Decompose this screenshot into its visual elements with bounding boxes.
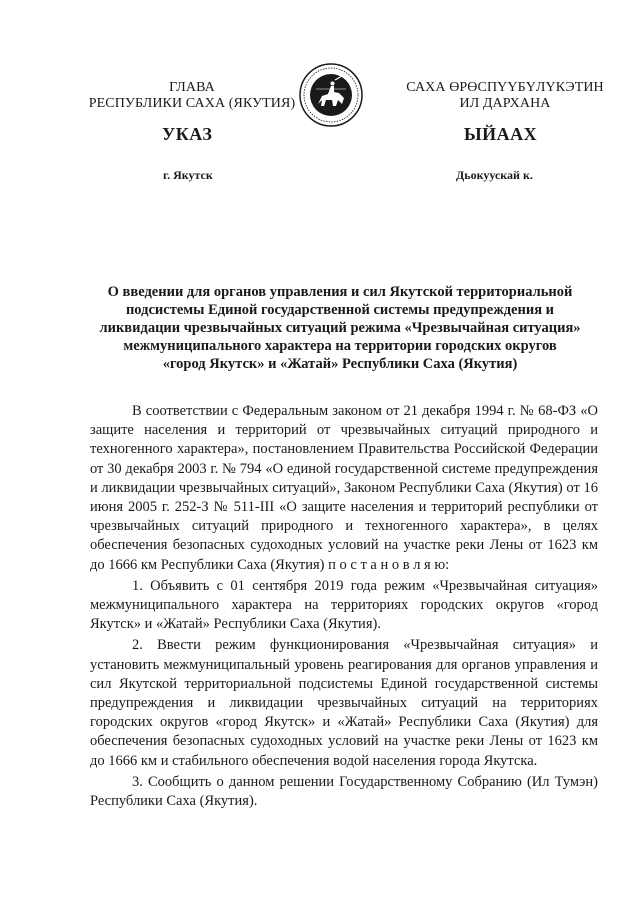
coat-of-arms-emblem-icon	[298, 62, 364, 128]
clause-paragraph-1: 1. Объявить с 01 сентября 2019 года режим «Чрезвычайная ситуация» межмуниципального характера на территориях городских округов «город Якутск» и «Жатай» Республики Саха (Якутия).	[90, 577, 598, 633]
clause-paragraph-2: 2. Ввести режим функционирования «Чрезвычайная ситуация» и установить межмуниципальный уровень реагирования для органов управления и сил Якутской территориальной подсистемы Единой государственной системы предупреждения и ликвидации чрезвычайных ситуаций на территориях городских округов «город Якутск» и «Жатай» Республики Саха (Якутия) для обеспечения безопасных судоходных условий на участке реки Лены от 1623 км до 1666 км и стабильного обеспечения водой населения города Якутска.	[90, 637, 598, 769]
title-yiyaakh: ЫЙААХ	[464, 124, 538, 144]
title-ukaz: УКАЗ	[162, 124, 213, 144]
header-right-line1: САХА ӨРӨСПҮҮБҮЛҮКЭТИН	[406, 80, 604, 95]
document-title-line: подсистемы Единой государственной системы предупреждения и	[125, 302, 555, 318]
document-body	[90, 402, 598, 813]
clause-paragraph-3: 3. Сообщить о данном решении Государственному Собранию (Ил Тумэн) Республики Саха (Якутия).	[90, 773, 598, 810]
header-left-line2: РЕСПУБЛИКИ САХА (ЯКУТИЯ)	[88, 96, 296, 111]
document-title	[80, 283, 600, 373]
document-title-line: ликвидации чрезвычайных ситуаций режима «Чрезвычайная ситуация»	[99, 320, 581, 336]
document-title-line: межмуниципального характера на территории городских округов	[123, 338, 557, 354]
document-title-line: О введении для органов управления и сил Якутской территориальной	[107, 284, 573, 300]
city-yakutsk: г. Якутск	[163, 168, 213, 182]
preamble-paragraph: В соответствии с Федеральным законом от 21 декабря 1994 г. № 68-ФЗ «О защите населения и территорий от чрезвычайных ситуаций природного и техногенного характера», постановлением Правительства Российской Федерации от 30 декабря 2003 г. № 794 «О единой государственной системе предупреждения и ликвидации чрезвычайных ситуаций», Законом Республики Саха (Якутия) от 16 июня 2005 г. 252-З № 511-III «О защите населения и территорий республики от чрезвычайных ситуаций природного и техногенного характера», в целях обеспечения безопасных судоходных условий на участке реки Лены от 1623 км до 1666 км Республики Саха (Якутия) п о с т а н о в л я ю:	[90, 403, 598, 573]
header-right-block	[385, 80, 625, 112]
header-left-line1: ГЛАВА	[169, 80, 215, 95]
city-dyokuuskay: Дьокуускай к.	[456, 168, 533, 182]
document-title-line: «город Якутск» и «Жатай» Республики Саха (Якутия)	[162, 356, 518, 372]
header-left-block	[72, 80, 312, 112]
header-right-line2: ИЛ ДАРХАНА	[459, 96, 551, 111]
